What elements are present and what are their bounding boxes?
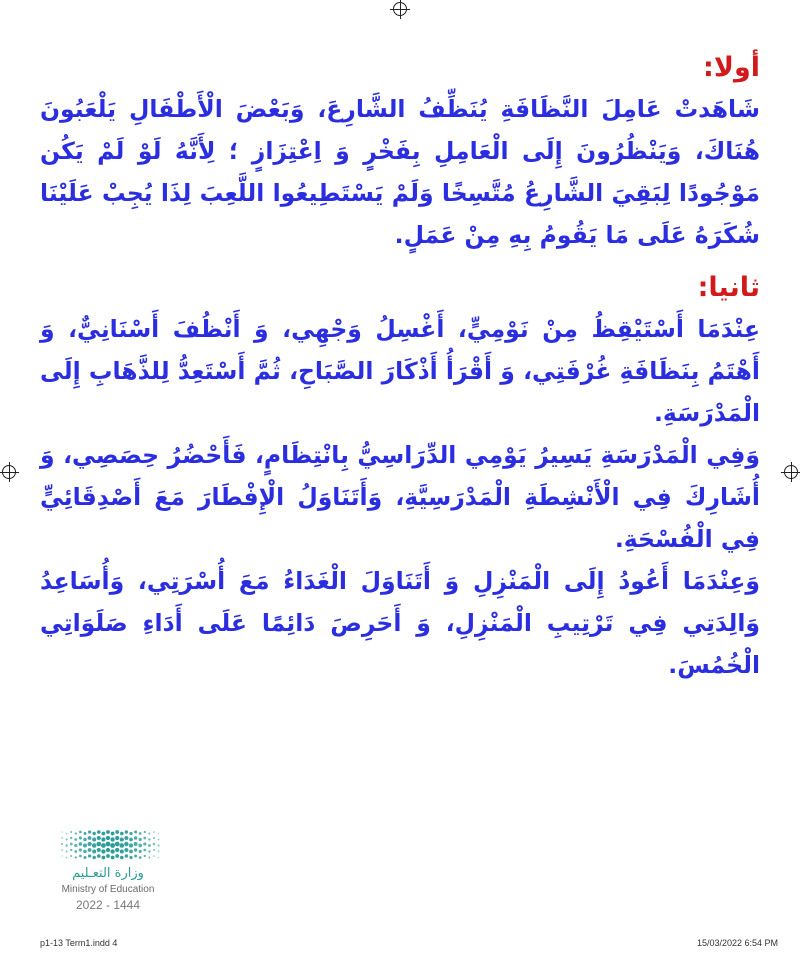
registration-mark-left: [2, 465, 16, 479]
page-content: [40, 48, 760, 686]
footer-timestamp: 15/03/2022 6:54 PM: [696, 938, 778, 948]
logo-dots-icon: [58, 826, 198, 864]
logo-year: 2022 - 1444: [75, 898, 141, 912]
section-2: [40, 268, 760, 686]
section-1-paragraph: شَاهَدتْ عَامِلَ النَّظَافَةِ يُنَظِّفُ الشَّارِعَ، وَبَعْضَ الْأَطْفَالِ يَلْعَبُونَ هُنَاكَ، وَيَنْظُرُونَ إِلَى الْعَامِلِ بِفَخْرٍ وَ اِعْتِزَازٍ ؛ لِأَنَّهُ لَوْ لَمْ يَكُن مَوْجُودًا لِبَقِيَ الشَّارِعُ مُتَّسِخًا وَلَمْ يَسْتَطِيعُوا اللَّعِبَ لِذَا يُجِبْ عَلَيْنَا شُكَرَهُ عَلَى مَا يَقُومُ بِهِ مِنْ عَمَلٍ.: [40, 95, 760, 249]
logo-english-text: Ministry of Education: [61, 884, 155, 895]
footer-file-name: p1-13 Term1.indd 4: [40, 938, 118, 948]
section-1-heading: أولا:: [703, 52, 760, 83]
section-2-heading: ثانيا:: [697, 272, 760, 303]
section-2-paragraph-3: وَعِنْدَمَا أَعُودُ إِلَى الْمَنْزِلِ وَ أَتَنَاوَلَ الْغَدَاءُ مَعَ أُسْرَتِي، وَأُسَاعِدُ وَالِدَتِي فِي تَرْتِيبِ الْمَنْزِلِ، وَ أَحَرِصَ دَائِمًا عَلَى أَدَاءِ صَلَوَاتِي الْخُمُسَ.: [40, 567, 760, 679]
logo-arabic-text: وزارة التعـليم: [72, 866, 144, 881]
section-2-paragraph-1: عِنْدَمَا أَسْتَيْقِظُ مِنْ نَوْمِيٍّ، أَغْسِلُ وَجْهِي، وَ أَنْظُفَ أَسْنَانِيٌّ، وَ أَهْتَمُ بِنَظَافَةِ غُرْفَتِي، وَ أَقْرَأُ أَذْكَارَ الصَّبَاحِ، ثُمَّ أَسْتَعِدُّ لِلذَّهَابِ إِلَى الْمَدْرَسَةِ.: [40, 315, 760, 427]
registration-mark-top: [393, 2, 407, 16]
ministry-logo: [58, 826, 198, 912]
section-2-paragraph-2: وَفِي الْمَدْرَسَةِ يَسِيرُ يَوْمِي الدِّرَاسِيُّ بِانْتِظَامٍ، فَأَحْضُرُ حِصَصِي، وَ أُشَارِكَ فِي الْأَنْشِطَةِ الْمَدْرَسِيَّةِ، وَأَتَنَاوَلُ الْإِفْطَارَ مَعَ أَصْدِقَائِيٍّ فِي الْفُسْحَةِ.: [40, 441, 760, 553]
registration-mark-right: [784, 465, 798, 479]
